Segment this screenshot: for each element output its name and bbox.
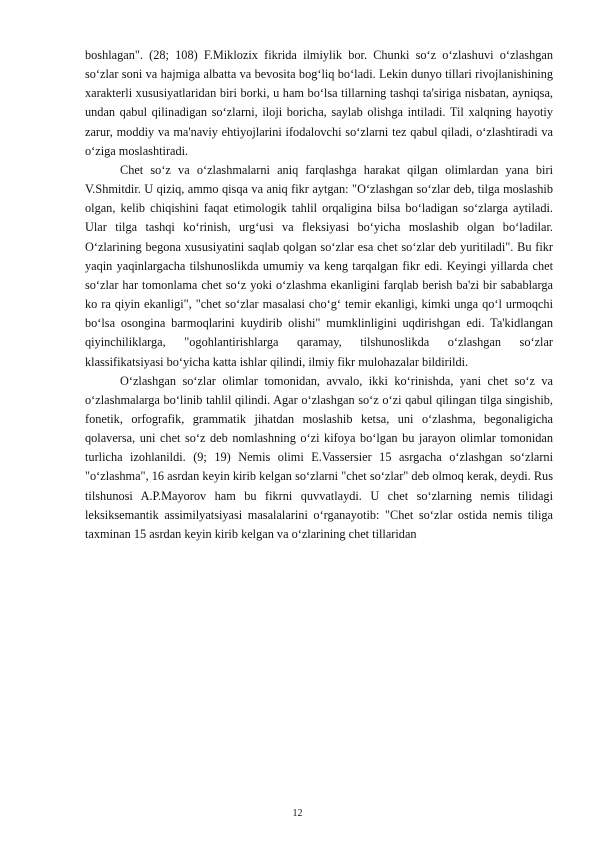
paragraph-1: boshlagan". (28; 108) F.Miklozix fikrida ilmiylik bor. Chunki so‘z o‘zlashuvi o‘zlashgan so‘zlar soni va hajmiga albatta va bevosita bog‘liq bo‘ladi. Lekin dunyo tillari rivojlanishining xarakterli xususiyatlaridan biri borki, u ham bo‘lsa tillarning tashqi ta'siriga nisbatan, ayniqsa, undan qabul qilinadigan so‘zlarni, iloji boricha, saylab olishga intiladi. Til xalqning hayotiy zarur, moddiy va ma'naviy ehtiyojlarini ifodalovchi so‘zlarni tez qabul qiladi, o‘zlashtiradi va o‘ziga moslashtiradi.	[85, 48, 553, 158]
paragraph-2: Chet so‘z va o‘zlashmalarni aniq farqlashga harakat qilgan olimlardan yana biri V.Shmitdir. U qiziq, ammo qisqa va aniq fikr aytgan: "O‘zlashgan so‘zlar deb, tilga moslashib olgan, kelib chiqishini faqat etimologik tahlil orqaligina bilsa bo‘ladigan so‘zlarga aytiladi. Ular tilga tashqi ko‘rinish, urg‘usi va fleksiyasi bo‘yicha moslashib olgan bo‘ladilar. O‘zlarining begona xususiyatini saqlab qolgan so‘zlar esa chet so‘zlar deb yuritiladi". Bu fikr yaqin yaqinlargacha tilshunoslikda umumiy va keng tarqalgan fikr edi. Keyingi yillarda chet so‘zlar har tomonlama chet so‘z yoki o‘zlashma ekanligini farqlab berish ba'zi bir sabablarga ko ra qiyin ekanligi", "chet so‘zlar masalasi cho‘g‘ temir ekanligi, kimki unga qo‘l urmoqchi bo‘lsa osongina barmoqlarini kuydirib olishi" mumklinligini uqdirishgan edi. Ta'kidlangan qiyinchiliklarga, "ogohlantirishlarga qaramay, tilshunoslikda o‘zlashgan so‘zlar klassifikatsiyasi bo‘yicha katta ishlar qilindi, ilmiy fikr mulohazalar bildirildi.	[85, 162, 553, 369]
paragraph-3: O‘zlashgan so‘zlar olimlar tomonidan, avvalo, ikki ko‘rinishda, yani chet so‘z va o‘zlashmalarga bo‘linib tahlil qilindi. Agar o‘zlashgan so‘z o‘zi qabul qilingan tilga singishib, fonetik, orfografik, grammatik jihatdan moslashib ketsa, uni o‘zlashma, begonaligicha qolaversa, uni chet so‘z deb nomlashning o‘zi kifoya bo‘lgan bu jarayon olimlar tomonidan turlicha izohlanildi. (9; 19) Nemis olimi E.Vassersier 15 asrgacha o‘zlashgan so‘zlarni "o‘zlashma", 16 asrdan keyin kirib kelgan so‘zlarni "chet so‘zlar" deb olmoq kerak, deydi. Rus tilshunosi A.P.Mayorov ham bu fikrni quvvatlaydi. U chet so‘zlarning nemis tilidagi leksiksemantik assimilyatsiyasi masalalarini o‘rganayotib: "Chet so‘zlar ostida nemis tiliga taxminan 15 asrdan keyin kirib kelgan va o‘zlarining chet tillaridan	[85, 373, 553, 541]
page-number: 12	[292, 808, 303, 819]
document-body	[85, 46, 553, 544]
